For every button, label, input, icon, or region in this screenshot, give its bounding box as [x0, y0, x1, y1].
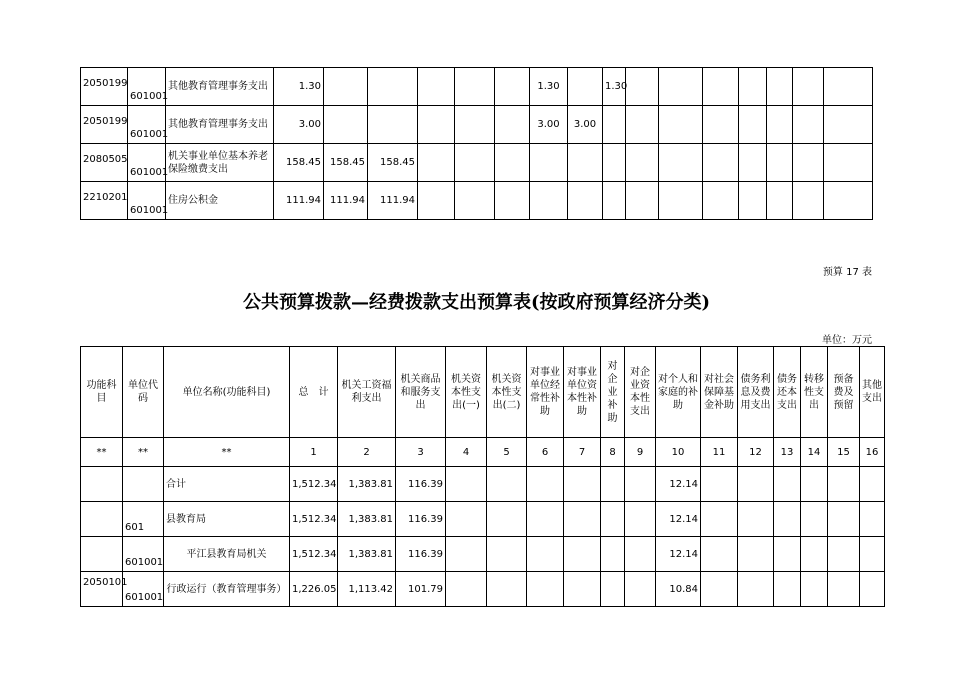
function-code-cell: 2050199: [81, 106, 128, 144]
function-code-cell: 2050101: [81, 572, 123, 607]
unit-code-cell: 601001: [123, 572, 164, 607]
column-index: **: [81, 438, 123, 467]
unit-code-cell: 601001: [128, 144, 166, 182]
value-cell: [324, 106, 368, 144]
column-header: 债务利息及费用支出: [738, 347, 774, 438]
empty-cell: [860, 467, 885, 502]
empty-cell: [625, 502, 656, 537]
value-cell: [530, 182, 568, 220]
previous-budget-table: [80, 67, 873, 220]
goods-services-cell: 116.39: [396, 467, 446, 502]
value-cell: [793, 182, 824, 220]
value-cell: [767, 182, 793, 220]
unit-code-cell: [123, 467, 164, 502]
empty-cell: [701, 467, 738, 502]
value-cell: [568, 182, 603, 220]
household-subsidy-cell: 10.84: [656, 572, 701, 607]
value-cell: [659, 106, 703, 144]
empty-cell: [738, 502, 774, 537]
column-header: 机关资本性支出(二): [487, 347, 527, 438]
column-index: **: [164, 438, 290, 467]
table-row: [81, 537, 885, 572]
function-code-cell: [81, 467, 123, 502]
value-cell: [495, 106, 530, 144]
value-cell: 1.30: [603, 68, 626, 106]
column-header: 功能科目: [81, 347, 123, 438]
value-cell: 111.94: [324, 182, 368, 220]
function-code-cell: 2050199: [81, 68, 128, 106]
value-cell: 158.45: [368, 144, 418, 182]
wages-cell: 1,383.81: [338, 537, 396, 572]
total-cell: 1,512.34: [290, 502, 338, 537]
column-header: 对社会保障基金补助: [701, 347, 738, 438]
empty-cell: [625, 537, 656, 572]
empty-cell: [487, 502, 527, 537]
value-cell: [739, 68, 767, 106]
value-cell: 3.00: [568, 106, 603, 144]
empty-cell: [487, 537, 527, 572]
table-row: [81, 182, 873, 220]
value-cell: [659, 68, 703, 106]
value-cell: [455, 68, 495, 106]
table-number-label: 预算 17 表: [822, 267, 872, 278]
value-cell: [603, 182, 626, 220]
empty-cell: [774, 502, 801, 537]
value-cell: [824, 144, 873, 182]
value-cell: [455, 106, 495, 144]
empty-cell: [774, 537, 801, 572]
column-index: 14: [801, 438, 828, 467]
column-index: 2: [338, 438, 396, 467]
value-cell: [767, 68, 793, 106]
value-cell: 1.30: [274, 68, 324, 106]
column-header: 债务还本支出: [774, 347, 801, 438]
column-header: 单位名称(功能科目): [164, 347, 290, 438]
empty-cell: [601, 537, 625, 572]
value-cell: [824, 68, 873, 106]
household-subsidy-cell: 12.14: [656, 467, 701, 502]
unit-name-cell: 合计: [164, 467, 290, 502]
column-index: 7: [564, 438, 601, 467]
unit-code-cell: 601: [123, 502, 164, 537]
value-cell: [530, 144, 568, 182]
value-cell: 158.45: [274, 144, 324, 182]
column-index: 4: [446, 438, 487, 467]
column-index: 8: [601, 438, 625, 467]
column-header: 机关资本性支出(一): [446, 347, 487, 438]
value-cell: [418, 68, 455, 106]
value-cell: [626, 106, 659, 144]
table-row: [81, 68, 873, 106]
column-header: 机关工资福利支出: [338, 347, 396, 438]
empty-cell: [446, 537, 487, 572]
function-code-cell: 2210201: [81, 182, 128, 220]
empty-cell: [701, 572, 738, 607]
value-cell: [659, 182, 703, 220]
table-row: [81, 467, 885, 502]
total-cell: 1,512.34: [290, 537, 338, 572]
empty-cell: [527, 537, 564, 572]
empty-cell: [564, 572, 601, 607]
table-row: [81, 106, 873, 144]
value-cell: [739, 182, 767, 220]
value-cell: [603, 144, 626, 182]
empty-cell: [738, 467, 774, 502]
value-cell: [368, 68, 418, 106]
empty-cell: [601, 467, 625, 502]
total-cell: 1,512.34: [290, 467, 338, 502]
empty-cell: [828, 537, 860, 572]
table-row: [81, 144, 873, 182]
value-cell: [793, 144, 824, 182]
empty-cell: [860, 502, 885, 537]
unit-name-cell: 行政运行（教育管理事务）: [164, 572, 290, 607]
value-cell: [824, 182, 873, 220]
wages-cell: 1,113.42: [338, 572, 396, 607]
empty-cell: [860, 537, 885, 572]
empty-cell: [801, 537, 828, 572]
value-cell: [603, 106, 626, 144]
value-cell: [568, 68, 603, 106]
wages-cell: 1,383.81: [338, 502, 396, 537]
empty-cell: [801, 502, 828, 537]
value-cell: [739, 106, 767, 144]
value-cell: [418, 106, 455, 144]
value-cell: [703, 182, 739, 220]
column-index: 10: [656, 438, 701, 467]
column-index: 13: [774, 438, 801, 467]
unit-code-cell: 601001: [128, 68, 166, 106]
empty-cell: [738, 537, 774, 572]
function-code-cell: [81, 502, 123, 537]
value-cell: [626, 144, 659, 182]
function-code-cell: [81, 537, 123, 572]
value-cell: [495, 144, 530, 182]
column-index: 1: [290, 438, 338, 467]
wages-cell: 1,383.81: [338, 467, 396, 502]
value-cell: [767, 144, 793, 182]
column-index: 11: [701, 438, 738, 467]
column-header: 转移性支出: [801, 347, 828, 438]
value-cell: [626, 182, 659, 220]
empty-cell: [564, 537, 601, 572]
empty-cell: [828, 467, 860, 502]
empty-cell: [527, 572, 564, 607]
value-cell: [568, 144, 603, 182]
column-index: 16: [860, 438, 885, 467]
value-cell: [793, 106, 824, 144]
empty-cell: [801, 467, 828, 502]
value-cell: 111.94: [368, 182, 418, 220]
value-cell: [455, 182, 495, 220]
empty-cell: [446, 467, 487, 502]
empty-cell: [701, 502, 738, 537]
value-cell: [659, 144, 703, 182]
empty-cell: [446, 502, 487, 537]
empty-cell: [625, 467, 656, 502]
empty-cell: [828, 502, 860, 537]
empty-cell: [487, 467, 527, 502]
empty-cell: [828, 572, 860, 607]
value-cell: [739, 144, 767, 182]
value-cell: [495, 182, 530, 220]
unit-code-cell: 601001: [123, 537, 164, 572]
unit-name-cell: 平江县教育局机关: [164, 537, 290, 572]
budget-table-17: [80, 346, 885, 607]
empty-cell: [564, 502, 601, 537]
unit-label: 单位：万元: [822, 335, 872, 346]
page-title: 公共预算拨款—经费拨款支出预算表(按政府预算经济分类): [242, 292, 711, 313]
total-cell: 1,226.05: [290, 572, 338, 607]
column-header: 对个人和家庭的补助: [656, 347, 701, 438]
unit-code-cell: 601001: [128, 106, 166, 144]
table-row: [81, 502, 885, 537]
column-index: 12: [738, 438, 774, 467]
column-header: 其他支出: [860, 347, 885, 438]
column-index: 15: [828, 438, 860, 467]
value-cell: [418, 144, 455, 182]
household-subsidy-cell: 12.14: [656, 537, 701, 572]
empty-cell: [701, 537, 738, 572]
empty-cell: [625, 572, 656, 607]
value-cell: [703, 68, 739, 106]
value-cell: 1.30: [530, 68, 568, 106]
value-cell: 3.00: [274, 106, 324, 144]
value-cell: [495, 68, 530, 106]
empty-cell: [801, 572, 828, 607]
column-index: **: [123, 438, 164, 467]
value-cell: [455, 144, 495, 182]
empty-cell: [564, 467, 601, 502]
empty-cell: [601, 502, 625, 537]
column-header: 总 计: [290, 347, 338, 438]
column-header: 对事业单位经常性补助: [527, 347, 564, 438]
unit-code-cell: 601001: [128, 182, 166, 220]
item-name-cell: 住房公积金: [166, 182, 274, 220]
column-header: 单位代码: [123, 347, 164, 438]
value-cell: [324, 68, 368, 106]
value-cell: [418, 182, 455, 220]
table-row: [81, 572, 885, 607]
value-cell: 111.94: [274, 182, 324, 220]
column-header: 对企业补助: [601, 347, 625, 438]
function-code-cell: 2080505: [81, 144, 128, 182]
column-header: 对事业单位资本性补助: [564, 347, 601, 438]
header-row: [81, 347, 885, 438]
goods-services-cell: 116.39: [396, 502, 446, 537]
empty-cell: [774, 572, 801, 607]
empty-cell: [487, 572, 527, 607]
value-cell: [824, 106, 873, 144]
value-cell: [767, 106, 793, 144]
empty-cell: [738, 572, 774, 607]
unit-name-cell: 县教育局: [164, 502, 290, 537]
column-index: 5: [487, 438, 527, 467]
column-header: 预备费及预留: [828, 347, 860, 438]
value-cell: [368, 106, 418, 144]
column-header: 对企业资本性支出: [625, 347, 656, 438]
value-cell: [793, 68, 824, 106]
goods-services-cell: 116.39: [396, 537, 446, 572]
item-name-cell: 机关事业单位基本养老保险缴费支出: [166, 144, 274, 182]
column-index: 6: [527, 438, 564, 467]
column-index: 9: [625, 438, 656, 467]
value-cell: 3.00: [530, 106, 568, 144]
empty-cell: [446, 572, 487, 607]
value-cell: 158.45: [324, 144, 368, 182]
item-name-cell: 其他教育管理事务支出: [166, 68, 274, 106]
value-cell: [703, 106, 739, 144]
empty-cell: [860, 572, 885, 607]
index-row: [81, 438, 885, 467]
value-cell: [626, 68, 659, 106]
column-header: 机关商品和服务支出: [396, 347, 446, 438]
column-index: 3: [396, 438, 446, 467]
empty-cell: [601, 572, 625, 607]
household-subsidy-cell: 12.14: [656, 502, 701, 537]
empty-cell: [527, 467, 564, 502]
goods-services-cell: 101.79: [396, 572, 446, 607]
empty-cell: [527, 502, 564, 537]
empty-cell: [774, 467, 801, 502]
item-name-cell: 其他教育管理事务支出: [166, 106, 274, 144]
value-cell: [703, 144, 739, 182]
